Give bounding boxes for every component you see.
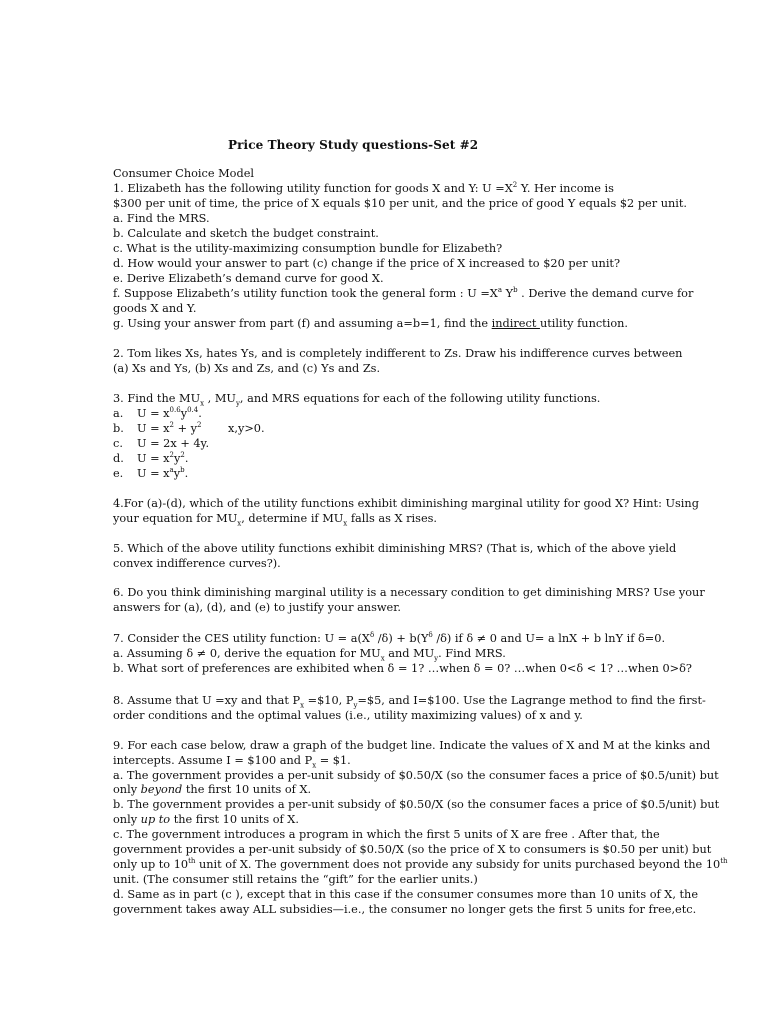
page-title: Price Theory Study questions-Set #2 (228, 138, 479, 152)
q9-line2: intercepts. Assume I = $100 and $P_x$ = $1. (113, 754, 351, 770)
q7-b: b. What sort of preferences are exhibited when δ = 1? …when δ = 0? …when 0<δ < 1? …when 0>δ? (113, 662, 692, 675)
q1-c: c. What is the utility-maximizing consumption bundle for Elizabeth? (113, 242, 503, 255)
q8-line1: 8. Assume that U =xy and that $P_x$ =$10, $P_y=\$5$, and I=$100. Use the Lagrange method to find the first- (113, 694, 706, 710)
q9-c3: only up to 10th unit of X. The government does not provide any subsidy for units purchased beyond the 10th (113, 857, 728, 871)
q9-line1: 9. For each case below, draw a graph of the budget line. Indicate the values of X and M at the kinks and (113, 739, 711, 752)
q1-f2: goods X and Y. (113, 302, 197, 315)
q5-line1: 5. Which of the above utility functions exhibit diminishing MRS? (That is, which of the above yield (113, 542, 677, 555)
q2-line2: (a) Xs and Ys, (b) Xs and Zs, and (c) Ys and Zs. (113, 362, 381, 375)
q9-a2: only beyond the first 10 units of X. (113, 783, 312, 796)
q9-b2: only up to the first 10 units of X. (113, 813, 299, 826)
q7-a: a. Assuming δ ≠ 0, derive the equation for $MU_x$ and $MU_y$. Find MRS. (113, 647, 506, 663)
q3-d: d. $U = x^2y^2$. (113, 451, 189, 465)
q3-c: c. U = 2x + 4y. (113, 437, 210, 450)
q3-b: b. $U = x^2 + y^2$ x,y>0. (113, 421, 265, 435)
q9-a1: a. The government provides a per-unit subsidy of $0.50/X (so the consumer faces a price of $0.5/unit) but (113, 769, 719, 782)
q2-line1: 2. Tom likes Xs, hates Ys, and is completely indifferent to Zs. Draw his indifference curves between (113, 347, 683, 360)
q1-g: g. Using your answer from part (f) and assuming a=b=1, find the indirect utility function. (113, 317, 629, 330)
q4-line1: 4.For (a)-(d), which of the utility functions exhibit diminishing marginal utility for good X? Hint: Using (113, 497, 699, 510)
q3-line1: 3. Find the $MU_x$ , $MU_y$, and MRS equations for each of the following utility functions. (113, 392, 601, 408)
q7-line1: 7. Consider the CES utility function: $U = a(X^\delta$ $/\delta) + b(Y^\delta$ /δ) if δ ≠ 0 and U= a lnX + b lnY if δ=0. (113, 631, 666, 645)
q4-line2: your equation for $MU_x$, determine if $MU_x$ falls as X rises. (113, 512, 438, 528)
q1-line1: 1. Elizabeth has the following utility function for goods X and Y: $U =X^2$ Y. Her income is (113, 181, 614, 195)
q6-line1: 6. Do you think diminishing marginal utility is a necessary condition to get diminishing MRS? Use your (113, 586, 705, 599)
q1-line2: $300 per unit of time, the price of X equals $10 per unit, and the price of good Y equals $2 per unit. (113, 197, 688, 210)
q1-a: a. Find the MRS. (113, 212, 210, 225)
q8-line2: order conditions and the optimal values (i.e., utility maximizing values) of x and y. (113, 709, 583, 722)
q9-c4: unit. (The consumer still retains the “gift” for the earlier units.) (113, 873, 478, 886)
q9-d2: government takes away ALL subsidies—i.e., the consumer no longer gets the first 5 units for free,etc. (113, 903, 697, 916)
section-heading: Consumer Choice Model (113, 167, 255, 180)
q9-c2: government provides a per-unit subsidy of $0.50/X (so the price of X to consumers is $0.50 per unit) but (113, 843, 712, 856)
q9-d1: d. Same as in part (c ), except that in this case if the consumer consumes more than 10 units of X, the (113, 888, 699, 901)
q9-c1: c. The government introduces a program in which the first 5 units of X are free . After that, the (113, 828, 660, 841)
q9-b1: b. The government provides a per-unit subsidy of $0.50/X (so the consumer faces a price of $0.5/unit) but (113, 798, 720, 811)
q1-e: e. Derive Elizabeth’s demand curve for good X. (113, 272, 384, 285)
q1-f1: f. Suppose Elizabeth’s utility function took the general form : $U =X^a$ $Y^b$ . Derive the demand curve for (113, 286, 694, 300)
q3-a: a. $U = x^{0.6}y^{0.4}$. (113, 406, 202, 420)
q1-d: d. How would your answer to part (c) change if the price of X increased to $20 per unit? (113, 257, 621, 270)
q6-line2: answers for (a), (d), and (e) to justify your answer. (113, 601, 401, 614)
q1-b: b. Calculate and sketch the budget constraint. (113, 227, 379, 240)
q5-line2: convex indifference curves?). (113, 557, 281, 570)
q3-e: e. $U = x^ay^b$. (113, 466, 189, 480)
